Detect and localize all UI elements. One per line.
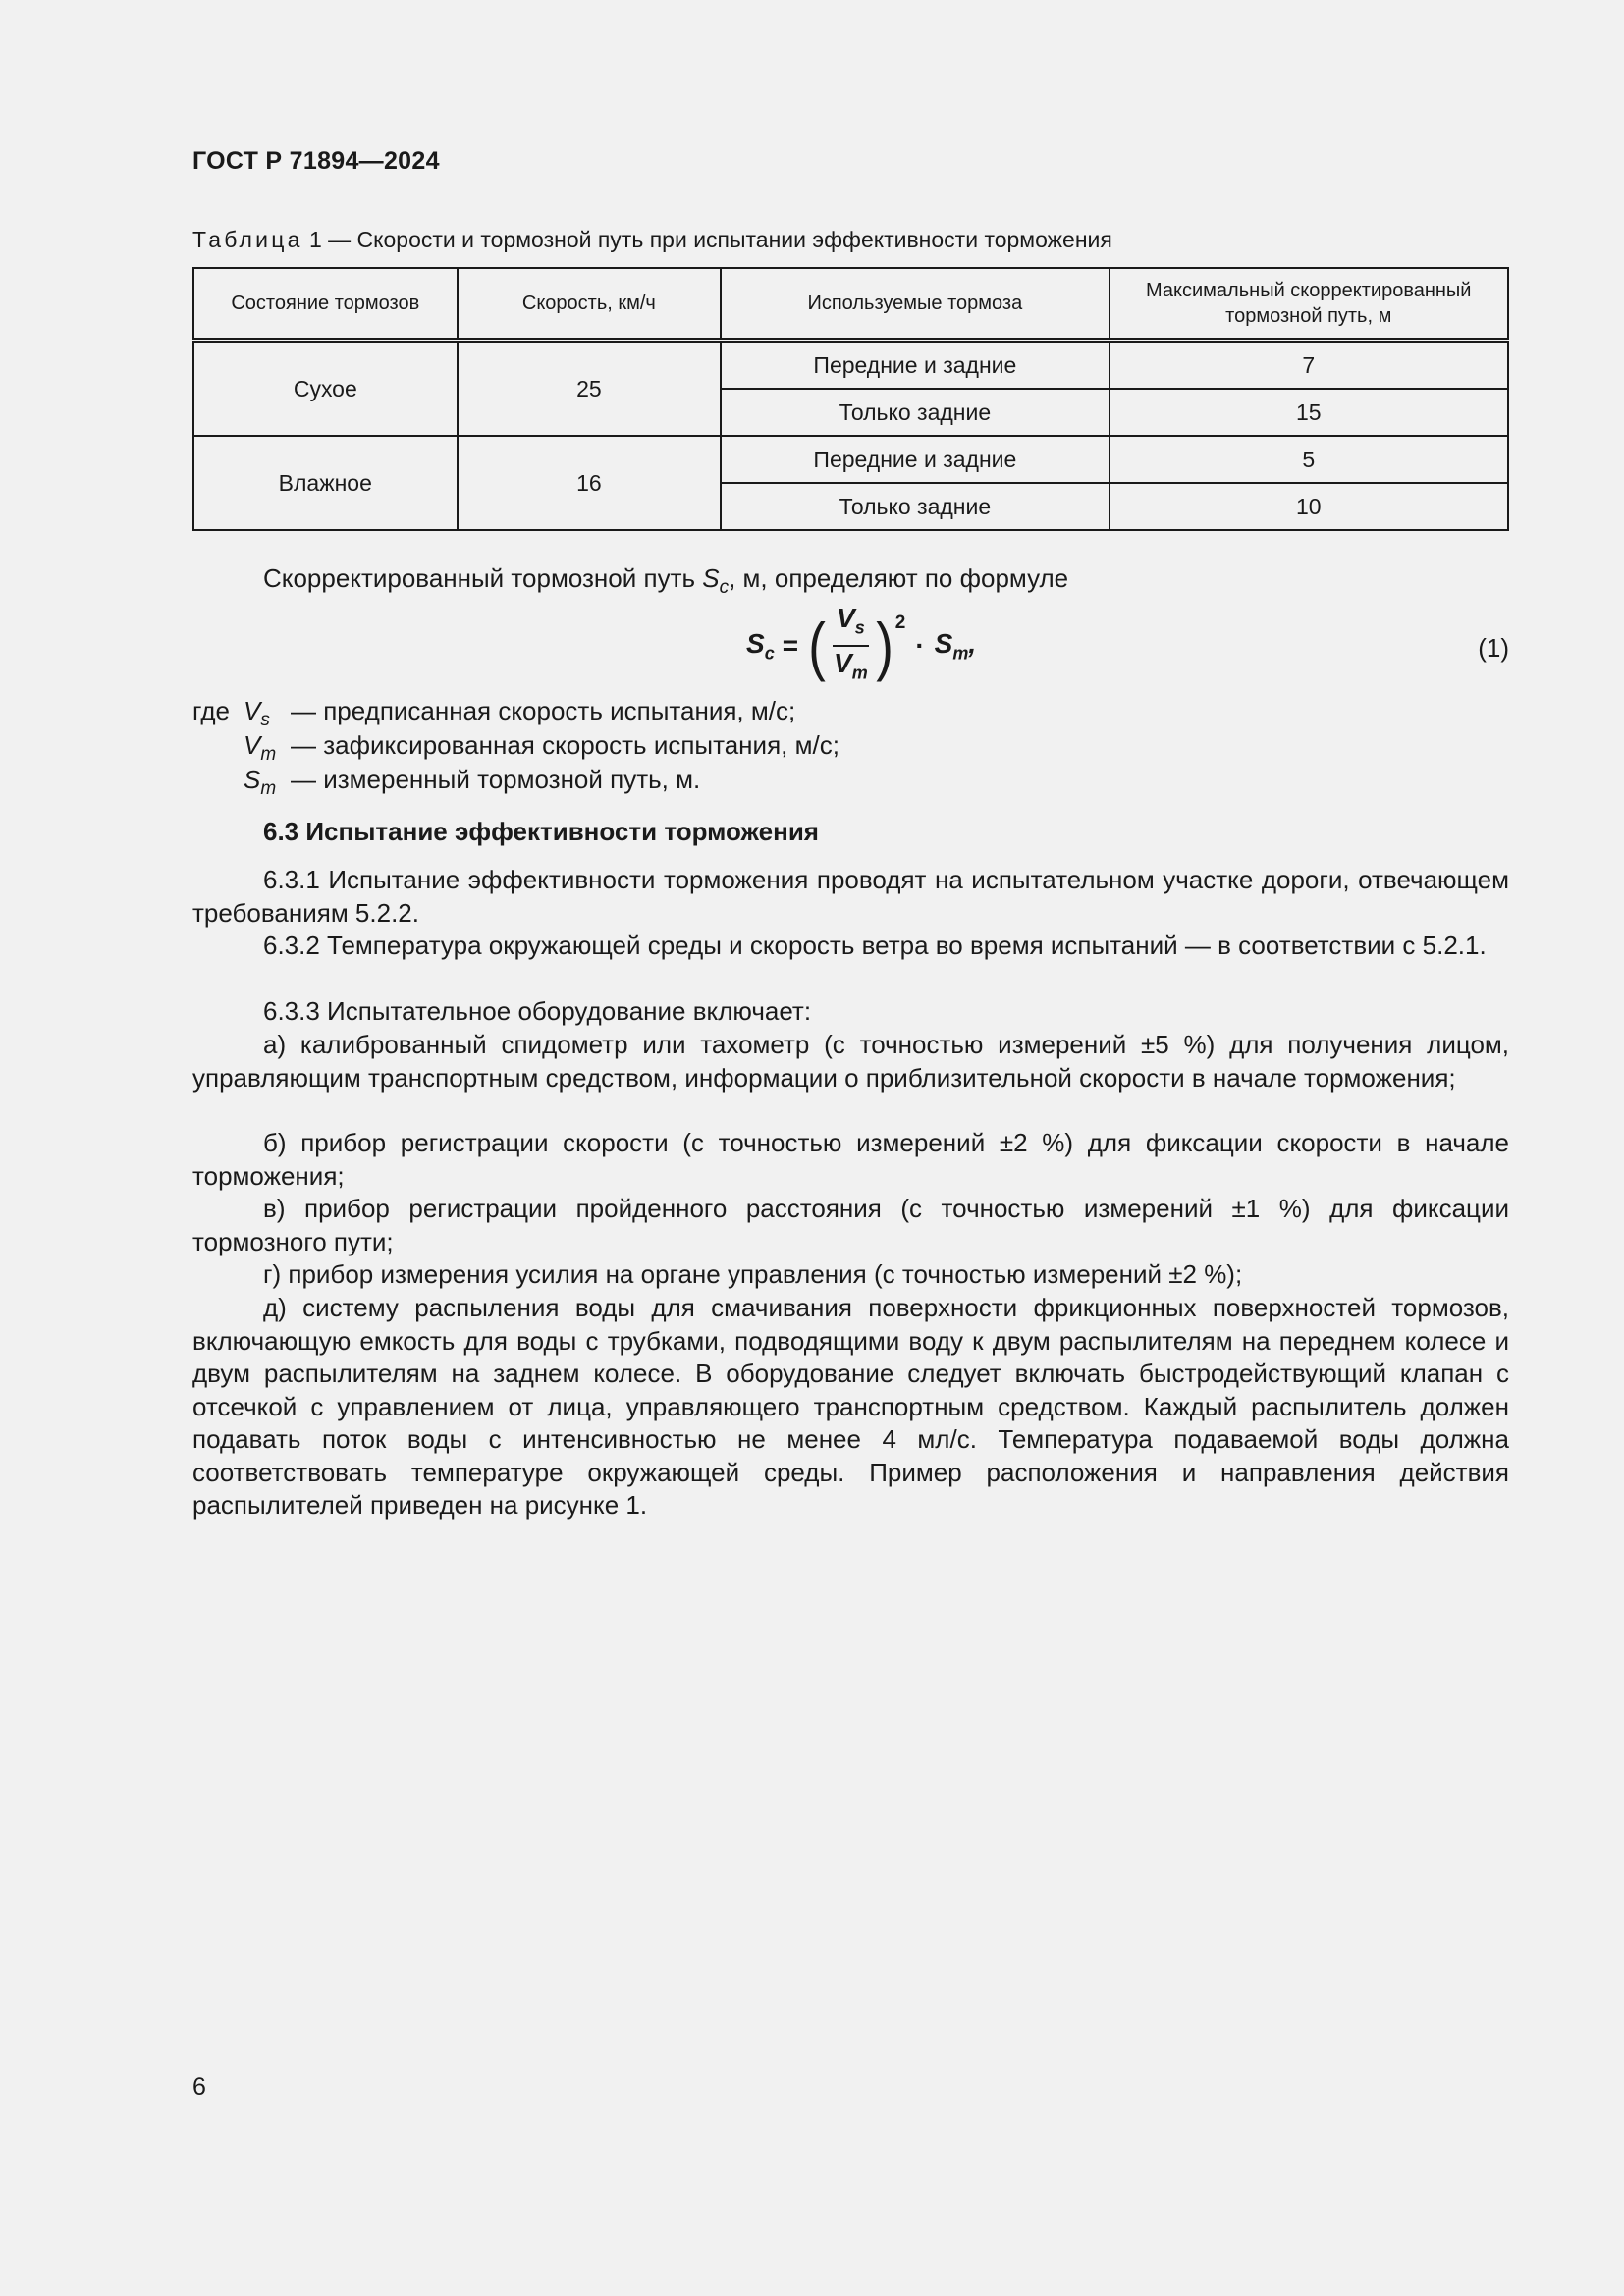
cell-state: Сухое [193, 341, 458, 437]
column-header-state: Состояние тормозов [193, 268, 458, 341]
formula-fraction [830, 603, 872, 688]
table-caption-label: Таблица [192, 227, 303, 252]
cell-distance: 15 [1110, 389, 1508, 436]
formula-rhs-sub: m [952, 643, 969, 664]
paragraph-text: б) прибор регистрации скорости (с точностью измерений ±2 %) для фиксации скорости в начале торможения; [192, 1128, 1509, 1191]
paragraph-text: 6.3.2 Температура окружающей среды и скорость ветра во время испытаний — в соответствии с 5.2.1. [263, 931, 1487, 960]
cell-brakes: Передние и задние [721, 341, 1109, 390]
legend-text: — зафиксированная скорость испытания, м/с; [291, 730, 839, 760]
formula-intro-before: Скорректированный тормозной путь [263, 563, 703, 593]
formula-den-sub: m [851, 663, 868, 683]
legend-symbol-letter: V [244, 696, 261, 725]
formula-intro-after: , м, определяют по формуле [729, 563, 1069, 593]
paragraph-text: 6.3.1 Испытание эффективности торможения проводят на испытательном участке дороги, отвечающем требованиям 5.2.2. [192, 865, 1509, 928]
cell-distance: 5 [1110, 436, 1508, 483]
legend-symbol-letter: S [244, 765, 261, 794]
braking-distance-formula [746, 603, 977, 685]
list-item-d [192, 1292, 1509, 1522]
formula-tail: , [968, 627, 977, 659]
table-header-row [193, 268, 1508, 341]
table-row [193, 341, 1508, 390]
cell-brakes: Передние и задние [721, 436, 1109, 483]
formula-intro-symbol-sub: c [719, 577, 730, 599]
table-row [193, 436, 1508, 483]
paragraph-text: 6.3.3 Испытательное оборудование включает: [263, 996, 812, 1026]
formula-lhs [746, 628, 775, 665]
formula-den-symbol: V [834, 648, 852, 678]
formula-numerator [833, 603, 869, 647]
legend-item [192, 695, 839, 729]
cell-state: Влажное [193, 436, 458, 530]
formula-power: 2 [894, 613, 906, 633]
cell-distance: 7 [1110, 341, 1508, 390]
list-item-b [192, 1127, 1509, 1193]
legend-item [192, 729, 839, 764]
table-caption [192, 227, 1112, 253]
legend-symbol-letter: V [244, 730, 261, 760]
cell-speed: 25 [458, 341, 722, 437]
formula-rhs-symbol: S [934, 627, 953, 659]
document-header: ГОСТ Р 71894—2024 [192, 147, 440, 175]
formula-lhs-symbol: S [746, 627, 765, 659]
formula-denominator [830, 647, 872, 689]
formula-legend [192, 695, 839, 798]
paragraph-6-3-3 [192, 995, 1509, 1029]
formula-dot: · [915, 630, 925, 661]
formula-paren-close: ) [875, 610, 893, 682]
column-header-speed: Скорость, км/ч [458, 268, 722, 341]
formula-paren-open: ( [808, 610, 826, 682]
cell-brakes: Только задние [721, 483, 1109, 530]
formula-num-symbol: V [837, 603, 855, 634]
legend-symbol [244, 764, 291, 806]
legend-where: где [192, 696, 230, 725]
cell-speed: 16 [458, 436, 722, 530]
paragraph-text: а) калиброванный спидометр или тахометр (с точностью измерений ±5 %) для получения лицом, управляющим транспортным средством, информации о приблизительной скорости в начале торможения; [192, 1030, 1509, 1093]
formula-intro-symbol: S [702, 563, 720, 593]
cell-brakes: Только задние [721, 389, 1109, 436]
formula-number: (1) [1478, 633, 1509, 663]
legend-item [192, 764, 839, 798]
list-item-v [192, 1193, 1509, 1258]
paragraph-6-3-2 [192, 930, 1509, 963]
section-heading: 6.3 Испытание эффективности торможения [263, 817, 819, 846]
legend-symbol-sub: m [260, 744, 277, 766]
formula-num-sub: s [854, 618, 865, 638]
legend-symbol-sub: m [260, 778, 277, 800]
paragraph-text: д) систему распыления воды для смачивания поверхности фрикционных поверхностей тормозов, включающую емкость для воды с трубками, подводящими воду к двум распылителям на переднем колесе и двум распылителям на заднем колесе. В оборудование следует включать быстродействующий клапан с отсечкой с управлением от лица, управляющего транспортным средством. Каждый распылитель должен подавать поток воды с интенсивностью не менее 4 мл/с. Температура подаваемой воды должна соответствовать температуре окружающей среды. Пример расположения и направления действия распылителей приведен на рисунке 1. [192, 1293, 1509, 1520]
paragraph-6-3-1 [192, 864, 1509, 930]
page-number: 6 [192, 2073, 206, 2101]
legend-text: — измеренный тормозной путь, м. [291, 765, 701, 794]
formula-intro [263, 562, 1068, 605]
column-header-distance: Максимальный скорректированный тормозной путь, м [1110, 268, 1508, 341]
list-item-a [192, 1029, 1509, 1095]
cell-distance: 10 [1110, 483, 1508, 530]
formula-rhs [935, 628, 976, 665]
legend-text: — предписанная скорость испытания, м/с; [291, 696, 796, 725]
legend-symbol-sub: s [260, 710, 270, 731]
paragraph-text: в) прибор регистрации пройденного расстояния (с точностью измерений ±1 %) для фиксации тормозного пути; [192, 1194, 1509, 1256]
column-header-brakes: Используемые тормоза [721, 268, 1109, 341]
formula-equals: = [782, 630, 799, 661]
brake-table [192, 267, 1509, 531]
list-item-g [192, 1258, 1509, 1292]
table-caption-text: 1 — Скорости и тормозной путь при испытании эффективности торможения [302, 227, 1112, 252]
formula-lhs-sub: c [764, 643, 775, 664]
paragraph-text: г) прибор измерения усилия на органе управления (с точностью измерений ±2 %); [263, 1259, 1243, 1289]
